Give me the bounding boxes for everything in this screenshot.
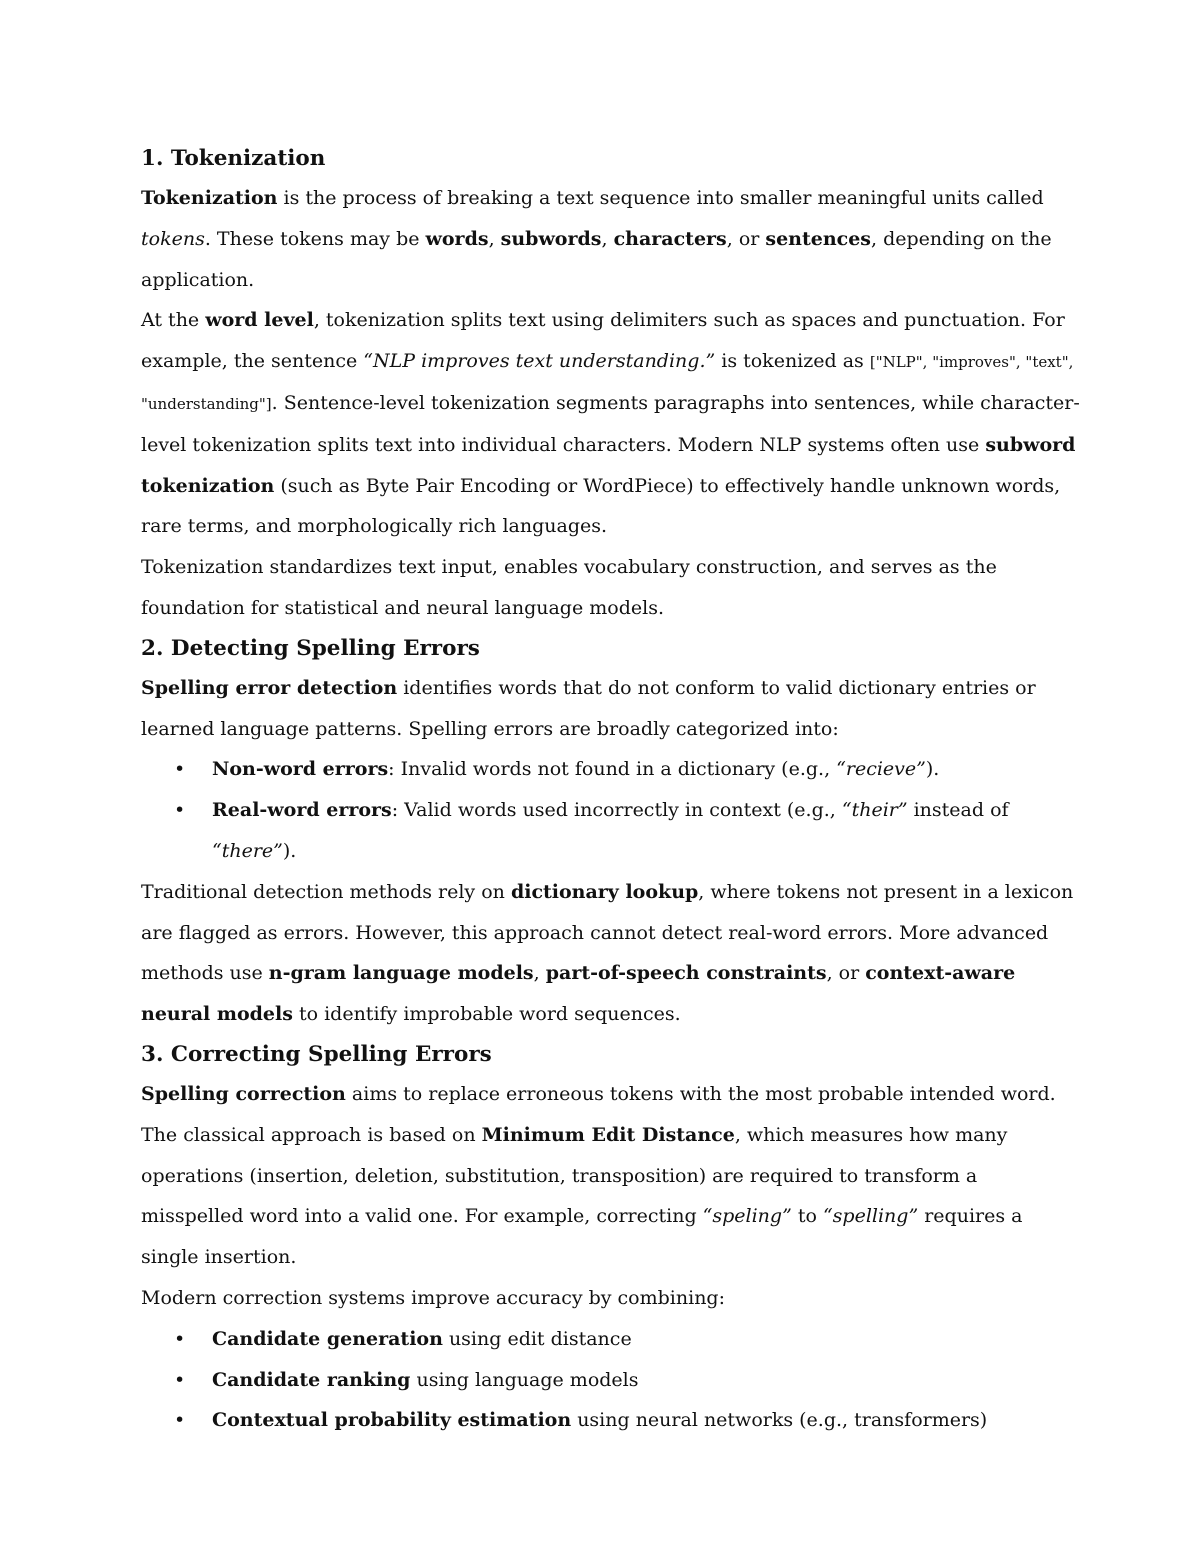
list-item: • Candidate ranking using language models — [141, 1360, 1080, 1401]
detection-definition-paragraph: Spelling error detection identifies words that do not conform to valid dictionary entries or learned language patterns. Spelling errors are broadly categorized into: — [141, 676, 1036, 740]
term-subword-tokenization: subword tokenization — [141, 433, 1076, 497]
list-item: • Non-word errors: Invalid words not found in a dictionary (e.g., “recieve”). — [141, 749, 1080, 790]
correction-definition-paragraph: Spelling correction aims to replace erroneous tokens with the most probable intended word. The classical approach is based on Minimum Edit Distance, which measures how many operations (insertion, deletion, substitution, transposition) are required to transform a misspelled word into a valid one. For example, correcting “speling” to “spelling” requires a single insertion. — [141, 1082, 1056, 1269]
bullet-icon: • — [174, 799, 186, 822]
term-ngram-models: n-gram language models — [268, 962, 534, 985]
term-pos-constraints: part-of-speech constraints — [545, 962, 827, 985]
list-item: • Candidate generation using edit distance — [141, 1319, 1080, 1360]
modern-correction-paragraph: Modern correction systems improve accuracy by combining: — [141, 1286, 725, 1309]
token-list-example: ["NLP", "improves", "text", "understanding"] — [141, 353, 1074, 413]
section-heading-detecting: 2. Detecting Spelling Errors — [141, 635, 480, 661]
term-characters: characters — [613, 227, 727, 250]
bullet-icon: • — [174, 1409, 186, 1432]
list-item: • Real-word errors: Valid words used incorrectly in context (e.g., “their” instead of “there”). — [141, 790, 1080, 872]
bullet-icon: • — [174, 758, 186, 781]
detection-methods-paragraph: Traditional detection methods rely on dictionary lookup, where tokens not present in a lexicon are flagged as errors. However, this approach cannot detect real-word errors. More advanced methods use n-gram language models, part-of-speech constraints, or context-aware neural models to identify improbable word sequences. — [141, 880, 1074, 1026]
section-heading-correcting: 3. Correcting Spelling Errors — [141, 1041, 492, 1067]
error-types-list — [141, 749, 1080, 871]
section-heading-tokenization: 1. Tokenization — [141, 146, 326, 171]
term-spelling-error-detection: Spelling error detection — [141, 676, 398, 699]
correction-steps-list — [141, 1319, 1080, 1441]
term-words: words — [425, 227, 489, 250]
tokenization-definition-paragraph: Tokenization is the process of breaking a text sequence into smaller meaningful units called tokens. These tokens may be words, subwords, characters, or sentences, depending on the application. — [141, 187, 1052, 291]
term-tokenization: Tokenization — [141, 187, 278, 209]
list-item: • Contextual probability estimation using neural networks (e.g., transformers) — [141, 1400, 1080, 1441]
example-sentence: “NLP improves text understanding.” — [363, 350, 716, 373]
bullet-icon: • — [174, 1368, 186, 1391]
term-minimum-edit-distance: Minimum Edit Distance — [481, 1123, 735, 1146]
term-dictionary-lookup: dictionary lookup — [510, 880, 699, 903]
word-level-paragraph: At the word level, tokenization splits text using delimiters such as spaces and punctuation. For example, the sentence “NLP improves text understanding.” is tokenized as ["NLP", "improves", "text", "understanding"]. Sentence-level tokenization segments paragraphs into sentences, while character-level tokenization splits text into individual characters. Modern NLP systems often use subword tokenization (such as Byte Pair Encoding or WordPiece) to effectively handle unknown words, rare terms, and morphologically rich languages. — [141, 309, 1080, 538]
term-word-level: word level — [205, 309, 314, 332]
term-spelling-correction: Spelling correction — [141, 1082, 346, 1105]
tokenization-summary-paragraph: Tokenization standardizes text input, enables vocabulary construction, and serves as the foundation for statistical and neural language models. — [141, 556, 997, 619]
term-subwords: subwords — [500, 227, 602, 250]
term-sentences: sentences — [765, 227, 872, 250]
term-tokens: tokens — [141, 227, 205, 250]
bullet-icon: • — [174, 1327, 186, 1350]
term-neural-models: context-aware neural models — [141, 962, 1016, 1026]
